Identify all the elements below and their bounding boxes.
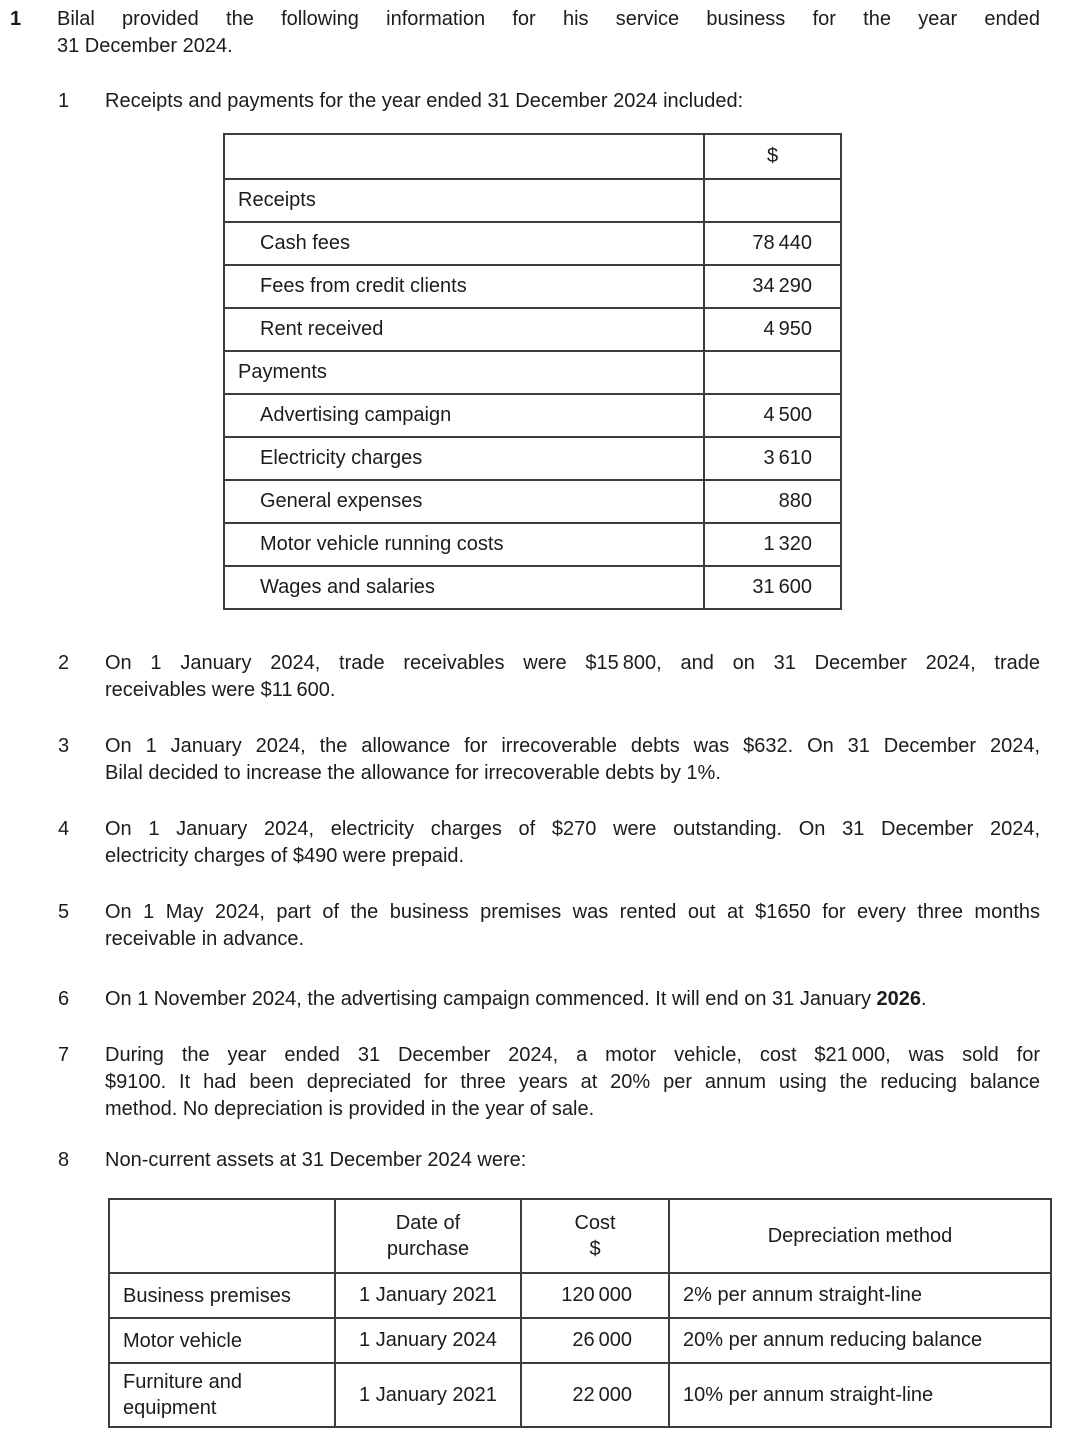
assets-asset-cell: Motor vehicle xyxy=(109,1318,335,1363)
text-line xyxy=(105,1069,1040,1096)
non-current-assets-table xyxy=(108,1198,1052,1428)
item-number: 4 xyxy=(58,818,70,840)
text-segment: On 1 January 2024, electricity charges of $270 were outstanding. On 31 December 2024, xyxy=(105,818,1040,840)
assets-method-cell: 20% per annum reducing balance xyxy=(669,1318,1051,1363)
text-line xyxy=(105,1096,1040,1123)
receipts-table-row xyxy=(224,523,841,566)
line-item-label-cell: Electricity charges xyxy=(224,437,704,480)
assets-method-cell: 10% per annum straight-line xyxy=(669,1363,1051,1427)
line-item-label-cell: Fees from credit clients xyxy=(224,265,704,308)
assets-table-row xyxy=(109,1273,1051,1318)
item-text xyxy=(105,899,1040,953)
item-number: 6 xyxy=(58,988,70,1010)
line-item-amount-cell xyxy=(704,179,841,222)
text-line xyxy=(105,650,1040,677)
numbered-item xyxy=(0,650,1073,704)
receipts-table-row xyxy=(224,308,841,351)
assets-table-header-row xyxy=(109,1199,1051,1273)
receipts-table-header-row xyxy=(224,134,841,179)
item-number: 5 xyxy=(58,901,70,923)
item-text xyxy=(105,88,1040,115)
item-number: 1 xyxy=(58,90,70,112)
text-line xyxy=(105,926,1040,953)
numbered-item xyxy=(0,1042,1073,1123)
receipts-table-row xyxy=(224,351,841,394)
currency-header-cell: $ xyxy=(704,134,841,179)
assets-asset-cell: Business premises xyxy=(109,1273,335,1318)
numbered-item xyxy=(0,1147,1073,1174)
item-text xyxy=(105,816,1040,870)
text-segment: During the year ended 31 December 2024, a motor vehicle, cost $21 000, was sold for xyxy=(105,1044,1040,1066)
line-item-amount-cell: 34 290 xyxy=(704,265,841,308)
question-intro xyxy=(0,6,1073,60)
header-line: purchase xyxy=(386,1238,470,1260)
item-text xyxy=(105,1147,1040,1174)
assets-method-cell: 2% per annum straight-line xyxy=(669,1273,1051,1318)
text-line xyxy=(105,843,1040,870)
assets-table-header-cell xyxy=(109,1199,335,1273)
receipts-table-row xyxy=(224,437,841,480)
text-line xyxy=(57,33,1040,60)
text-line xyxy=(105,816,1040,843)
empty-header-cell xyxy=(224,134,704,179)
text-segment: Receipts and payments for the year ended 31 December 2024 included: xyxy=(105,90,744,112)
text-line xyxy=(105,677,1040,704)
numbered-item xyxy=(0,816,1073,870)
header-line: $ xyxy=(589,1238,601,1260)
question-intro-text xyxy=(57,6,1040,60)
receipts-table-row xyxy=(224,179,841,222)
bold-text: 2026 xyxy=(876,988,922,1010)
assets-date-cell: 1 January 2024 xyxy=(335,1318,521,1363)
question-number: 1 xyxy=(10,8,22,30)
header-line: Date of xyxy=(395,1212,461,1234)
text-segment: Bilal provided the following information for his service business for the year ended xyxy=(57,8,1040,30)
header-line: Depreciation method xyxy=(767,1225,953,1247)
line-item-label-cell: Wages and salaries xyxy=(224,566,704,609)
line-item-label-cell: General expenses xyxy=(224,480,704,523)
assets-table-header-cell xyxy=(669,1199,1051,1273)
text-segment: receivables were $11 600. xyxy=(105,679,336,701)
line-item-amount-cell: 880 xyxy=(704,480,841,523)
item-text xyxy=(105,986,1040,1013)
assets-table-header-cell xyxy=(521,1199,669,1273)
assets-cost-cell: 26 000 xyxy=(521,1318,669,1363)
line-item-amount-cell: 4 500 xyxy=(704,394,841,437)
item-number: 3 xyxy=(58,735,70,757)
assets-table-row xyxy=(109,1318,1051,1363)
receipts-table-row xyxy=(224,394,841,437)
line-item-amount-cell: 78 440 xyxy=(704,222,841,265)
section-label-cell: Payments xyxy=(224,351,704,394)
text-segment: On 1 January 2024, the allowance for irrecoverable debts was $632. On 31 December 2024, xyxy=(105,735,1040,757)
text-line xyxy=(105,1147,1040,1174)
text-line xyxy=(105,88,1040,115)
line-item-amount-cell: 4 950 xyxy=(704,308,841,351)
assets-cost-cell: 22 000 xyxy=(521,1363,669,1427)
text-segment: On 1 January 2024, trade receivables were $15 800, and on 31 December 2024, trade xyxy=(105,652,1040,674)
text-line xyxy=(57,6,1040,33)
numbered-item xyxy=(0,986,1073,1013)
line-item-label-cell: Cash fees xyxy=(224,222,704,265)
receipts-table-row xyxy=(224,222,841,265)
item-text xyxy=(105,733,1040,787)
text-segment: method. No depreciation is provided in the year of sale. xyxy=(105,1098,595,1120)
assets-table-header-cell xyxy=(335,1199,521,1273)
section-label-cell: Receipts xyxy=(224,179,704,222)
assets-cost-cell: 120 000 xyxy=(521,1273,669,1318)
text-segment: Non-current assets at 31 December 2024 were: xyxy=(105,1149,527,1171)
receipts-table-row xyxy=(224,265,841,308)
text-line xyxy=(105,986,1040,1013)
line-item-amount-cell: 31 600 xyxy=(704,566,841,609)
text-segment: Bilal decided to increase the allowance for irrecoverable debts by 1%. xyxy=(105,762,721,784)
assets-asset-cell: Furniture and equipment xyxy=(109,1363,335,1427)
text-line xyxy=(105,733,1040,760)
line-item-amount-cell xyxy=(704,351,841,394)
item-number: 2 xyxy=(58,652,70,674)
item-number: 7 xyxy=(58,1044,70,1066)
text-line xyxy=(105,1042,1040,1069)
text-segment: . xyxy=(921,988,927,1010)
text-segment: 31 December 2024. xyxy=(57,35,233,57)
text-segment: On 1 May 2024, part of the business premises was rented out at $1650 for every three months xyxy=(105,901,1040,923)
receipts-table-row xyxy=(224,480,841,523)
assets-table-row xyxy=(109,1363,1051,1427)
numbered-item xyxy=(0,88,1073,115)
item-number: 8 xyxy=(58,1149,70,1171)
assets-date-cell: 1 January 2021 xyxy=(335,1273,521,1318)
text-segment: electricity charges of $490 were prepaid. xyxy=(105,845,465,867)
numbered-item xyxy=(0,899,1073,953)
receipts-table-row xyxy=(224,566,841,609)
numbered-item xyxy=(0,733,1073,787)
text-line xyxy=(105,899,1040,926)
header-line: Cost xyxy=(574,1212,616,1234)
text-segment: receivable in advance. xyxy=(105,928,305,950)
text-line xyxy=(105,760,1040,787)
line-item-label-cell: Rent received xyxy=(224,308,704,351)
line-item-amount-cell: 3 610 xyxy=(704,437,841,480)
item-text xyxy=(105,650,1040,704)
receipts-payments-table xyxy=(223,133,842,610)
text-segment: On 1 November 2024, the advertising campaign commenced. It will end on 31 January xyxy=(105,988,877,1010)
assets-date-cell: 1 January 2021 xyxy=(335,1363,521,1427)
item-text xyxy=(105,1042,1040,1123)
line-item-label-cell: Motor vehicle running costs xyxy=(224,523,704,566)
line-item-amount-cell: 1 320 xyxy=(704,523,841,566)
text-segment: $9100. It had been depreciated for three years at 20% per annum using the reducing balance xyxy=(105,1071,1040,1093)
line-item-label-cell: Advertising campaign xyxy=(224,394,704,437)
